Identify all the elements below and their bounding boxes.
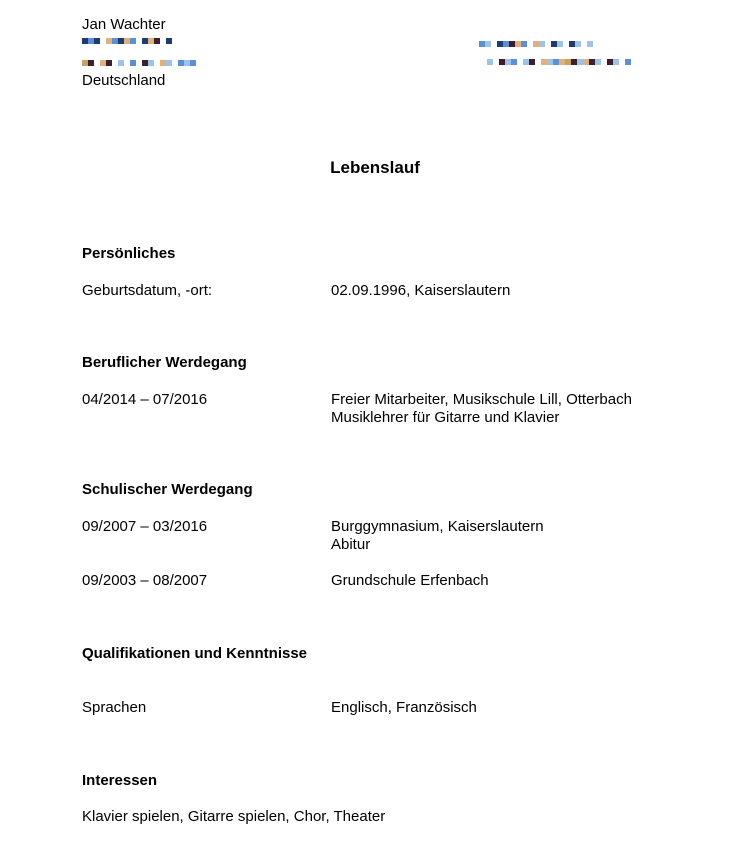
redacted-city (82, 60, 196, 66)
row-value-school-1-line2: Abitur (331, 536, 371, 553)
row-value-languages: Englisch, Französisch (331, 699, 477, 716)
row-value-school-1-line1: Burggymnasium, Kaiserslautern (331, 518, 544, 535)
row-value-career-1-line2: Musiklehrer für Gitarre und Klavier (331, 409, 560, 426)
redacted-contact-line-1 (479, 41, 593, 47)
row-label-career-1: 04/2014 – 07/2016 (82, 391, 208, 408)
section-heading-career: Beruflicher Werdegang (82, 354, 247, 371)
row-value-birth: 02.09.1996, Kaiserslautern (331, 282, 511, 299)
row-label-school-2: 09/2003 – 08/2007 (82, 572, 208, 589)
section-heading-school: Schulischer Werdegang (82, 481, 253, 498)
redacted-street (82, 38, 172, 44)
section-heading-skills: Qualifikationen und Kenntnisse (82, 645, 308, 662)
redacted-contact-line-2 (487, 59, 631, 65)
section-heading-personal: Persönliches (82, 245, 176, 262)
page-title: Lebenslauf (330, 158, 420, 177)
section-heading-interests: Interessen (82, 772, 158, 789)
row-value-school-2-line1: Grundschule Erfenbach (331, 572, 489, 589)
sender-country: Deutschland (82, 72, 166, 89)
interests-text: Klavier spielen, Gitarre spielen, Chor, Theater (82, 808, 386, 825)
row-value-career-1-line1: Freier Mitarbeiter, Musikschule Lill, Otterbach (331, 391, 632, 408)
sender-name: Jan Wachter (82, 16, 166, 33)
row-label-birth: Geburtsdatum, -ort: (82, 282, 213, 299)
row-label-languages: Sprachen (82, 699, 147, 716)
row-label-school-1: 09/2007 – 03/2016 (82, 518, 208, 535)
